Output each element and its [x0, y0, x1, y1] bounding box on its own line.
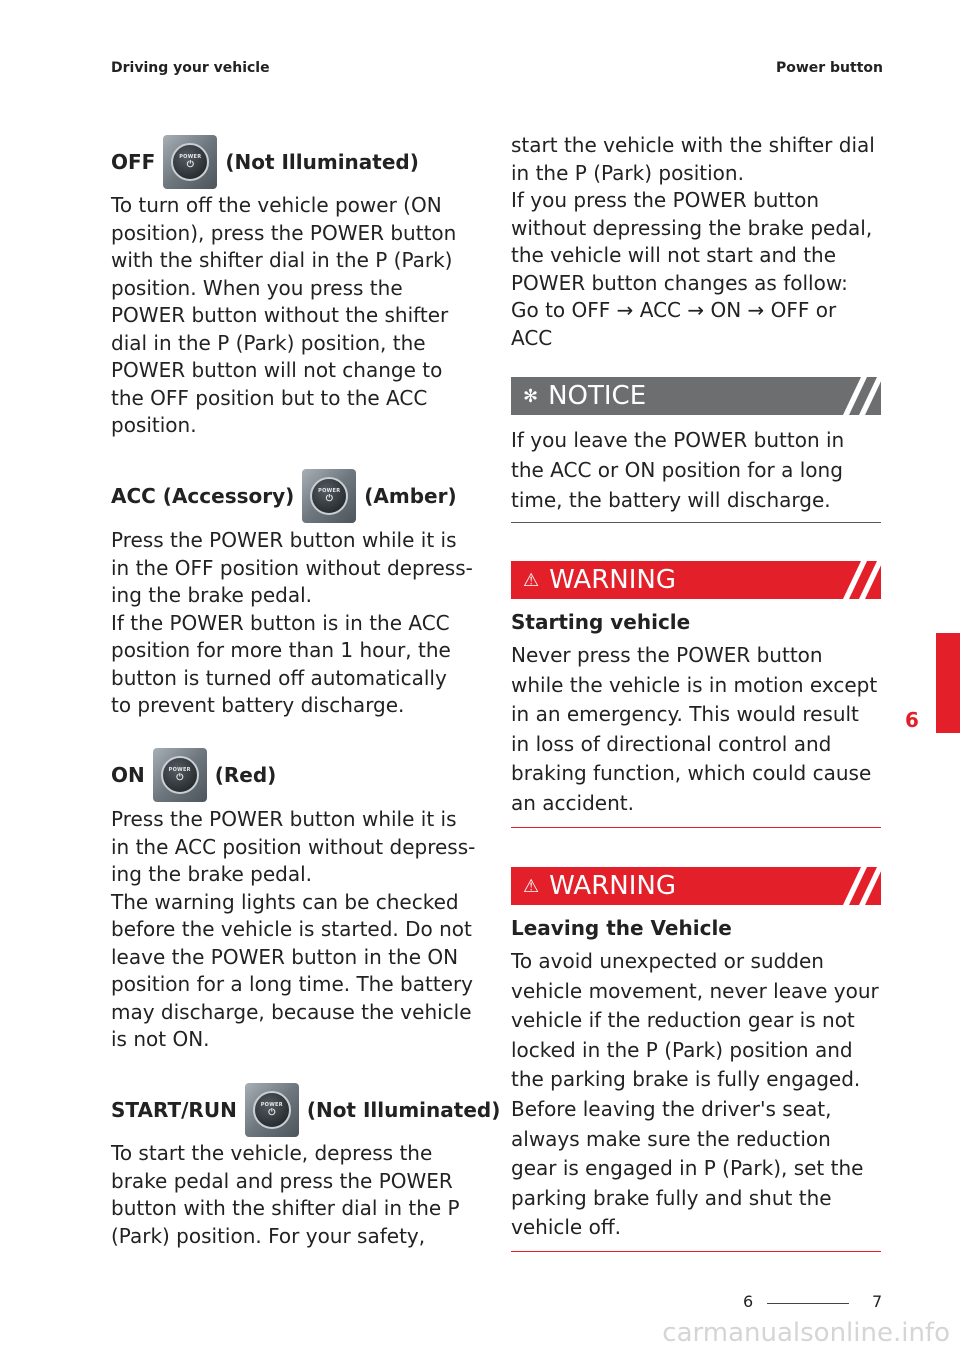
mode-start-heading	[111, 1083, 500, 1137]
footer-page-number: 7	[872, 1292, 883, 1311]
warning-triangle-icon: ⚠	[523, 569, 540, 591]
warning-banner-starting	[511, 561, 881, 599]
notice-label: NOTICE	[548, 381, 647, 411]
warning-starting-title: Starting vehicle	[511, 610, 691, 634]
mode-off-name: OFF	[111, 150, 156, 174]
warning-leaving-text: To avoid unexpected or sudden vehicle movement, never leave your vehicle if the reduction gear is not locked in the P (Park) position and the parking brake is fully engaged. Before leaving the driver's seat, always make sure the reduction gear is engaged in P (Park), set the parking brake fully and shut the vehicle off.	[511, 949, 879, 1240]
warning-slash-decoration	[821, 561, 881, 599]
warning-slash-decoration	[821, 867, 881, 905]
mode-start-status: (Not Illuminated)	[306, 1098, 501, 1122]
mode-acc-description: Press the POWER button while it is in the OFF position without depress- ing the brake pedal. If the POWER button is in the ACC position for more than 1 hour, the button is turned off automatically to prevent battery discharge.	[111, 528, 473, 717]
power-button-on-icon: POWER ⏻	[153, 748, 207, 802]
power-button-start-icon: POWER ⏻	[245, 1083, 299, 1137]
footer-divider	[767, 1303, 849, 1304]
mode-start-name: START/RUN	[111, 1098, 237, 1122]
warning-starting-text: Never press the POWER button while the vehicle is in motion except in an emergency. This would result in loss of directional control and braking function, which could cause an accident.	[511, 643, 878, 815]
watermark: carmanualsonline.info	[662, 1318, 950, 1348]
mode-off-description: To turn off the vehicle power (ON position), press the POWER button with the shifter dial in the P (Park) position. When you press the POWER button without the shifter dial in the P (Park) position, the POWER button will not change to the OFF position but to the ACC position.	[111, 193, 457, 437]
warning-starting-divider	[511, 827, 881, 828]
power-button-acc-icon: POWER ⏻	[302, 469, 356, 523]
notice-slash-decoration	[821, 377, 881, 415]
notice-banner	[511, 377, 881, 415]
power-button-off-icon: POWER ⏻	[163, 135, 217, 189]
notice-divider	[511, 522, 881, 523]
warning-leaving-divider	[511, 1251, 881, 1252]
mode-acc-heading	[111, 469, 457, 523]
chapter-tab	[936, 633, 960, 733]
header-section-title: Driving your vehicle	[111, 60, 270, 76]
footer-chapter-number: 6	[743, 1292, 754, 1311]
mode-on-name: ON	[111, 763, 145, 787]
mode-on-description: Press the POWER button while it is in the ACC position without depress- ing the brake pedal. The warning lights can be checked before the vehicle is started. Do not leave the POWER button in the ON position for a long time. The battery may discharge, because the vehicle is not ON.	[111, 807, 476, 1051]
mode-on-status: (Red)	[214, 763, 277, 787]
mode-off-status: (Not Illuminated)	[225, 150, 419, 174]
warning-label: WARNING	[549, 871, 676, 901]
mode-acc-name: ACC (Accessory)	[111, 484, 295, 508]
mode-on-heading	[111, 748, 276, 802]
warning-banner-leaving	[511, 867, 881, 905]
chapter-tab-number: 6	[905, 708, 919, 732]
warning-label: WARNING	[549, 565, 676, 595]
start-continued-text: start the vehicle with the shifter dial in the P (Park) position. If you press the POWER button without depressing the brake pedal, the vehicle will not start and the POWER button changes as follow: Go to OFF → ACC → ON → OFF or ACC	[511, 133, 875, 350]
notice-asterisk-icon: ✻	[523, 385, 539, 407]
warning-leaving-title: Leaving the Vehicle	[511, 916, 732, 940]
mode-acc-status: (Amber)	[364, 484, 457, 508]
mode-off-heading	[111, 135, 419, 189]
warning-triangle-icon: ⚠	[523, 875, 540, 897]
header-page-topic: Power button	[775, 60, 883, 76]
notice-text: If you leave the POWER button in the ACC or ON position for a long time, the battery will discharge.	[511, 428, 845, 512]
mode-start-description: To start the vehicle, depress the brake pedal and press the POWER button with the shifter dial in the P (Park) position. For your safety,	[111, 1141, 460, 1248]
